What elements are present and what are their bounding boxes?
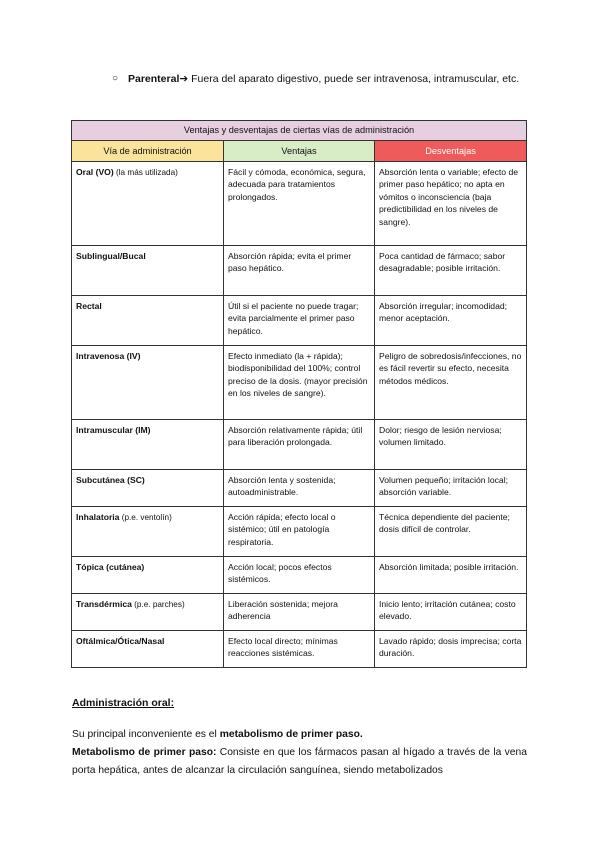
desventajas-cell: Absorción limitada; posible irritación.: [375, 557, 527, 594]
header-desventajas: Desventajas: [375, 141, 527, 162]
via-cell: [72, 557, 224, 594]
desventajas-cell: Peligro de sobredosis/infecciones, no es fácil revertir su efecto, necesita métodos médicos.: [375, 346, 527, 420]
via-cell: [72, 594, 224, 631]
via-cell: [72, 631, 224, 668]
via-name: Oftálmica/Ótica/Nasal: [76, 636, 165, 646]
line1-bold: metabolismo de primer paso.: [219, 729, 363, 740]
ventajas-cell: Absorción rápida; evita el primer paso hepático.: [224, 246, 375, 296]
via-name: Inhalatoria: [76, 512, 120, 522]
table-row: [72, 507, 527, 557]
via-name: Rectal: [76, 301, 102, 311]
administration-routes-table: [71, 120, 527, 668]
desventajas-cell: Técnica dependiente del paciente; dosis difícil de controlar.: [375, 507, 527, 557]
section-heading: Administración oral:: [72, 697, 175, 709]
table-row: [72, 470, 527, 507]
table-title: Ventajas y desventajas de ciertas vías de administración: [72, 121, 527, 141]
table-row: [72, 296, 527, 346]
definition-term: Metabolismo de primer paso:: [72, 747, 217, 758]
ventajas-cell: Absorción lenta y sostenida; autoadministrable.: [224, 470, 375, 507]
table-row: [72, 162, 527, 246]
bullet-parenteral: [112, 70, 528, 88]
ventajas-cell: Acción local; pocos efectos sistémicos.: [224, 557, 375, 594]
via-name: Intravenosa (IV): [76, 351, 141, 361]
via-cell: [72, 420, 224, 470]
definition-text: Consiste en que los fármacos pasan al hígado a través de la vena porta hepática, antes de alcanzar la circulación sanguínea, siendo metabolizados: [72, 747, 527, 776]
via-cell: [72, 296, 224, 346]
desventajas-cell: Poca cantidad de fármaco; sabor desagradable; posible irritación.: [375, 246, 527, 296]
via-cell: [72, 470, 224, 507]
ventajas-cell: Absorción relativamente rápida; útil para liberación prolongada.: [224, 420, 375, 470]
table-row: [72, 594, 527, 631]
desventajas-cell: Absorción lenta o variable; efecto de primer paso hepático; no apta en vómitos o inconsciencia (baja predictibilidad en los niveles de sangre).: [375, 162, 527, 246]
desventajas-cell: Dolor; riesgo de lesión nerviosa; volumen limitado.: [375, 420, 527, 470]
header-ventajas: Ventajas: [224, 141, 375, 162]
via-note: (p.e. ventolín): [119, 513, 172, 522]
table-row: [72, 346, 527, 420]
ventajas-cell: Fácil y cómoda, económica, segura, adecuada para tratamientos prolongados.: [224, 162, 375, 246]
ventajas-cell: Efecto local directo; mínimas reacciones sistémicas.: [224, 631, 375, 668]
section-paragraph: [72, 726, 527, 780]
bullet-text: Fuera del aparato digestivo, puede ser intravenosa, intramuscular, etc.: [188, 73, 520, 85]
table-row: [72, 557, 527, 594]
via-note: (la más utilizada): [113, 168, 178, 177]
via-note: (p.e. parches): [131, 600, 185, 609]
desventajas-cell: Absorción irregular; incomodidad; menor aceptación.: [375, 296, 527, 346]
desventajas-cell: Lavado rápido; dosis imprecisa; corta duración.: [375, 631, 527, 668]
via-name: Transdérmica: [76, 599, 132, 609]
table-row: [72, 246, 527, 296]
header-via: Vía de administración: [72, 141, 224, 162]
via-name: Sublingual/Bucal: [76, 251, 146, 261]
ventajas-cell: Útil si el paciente no puede tragar; evita parcialmente el primer paso hepático.: [224, 296, 375, 346]
line1-text: Su principal inconveniente es el: [72, 729, 220, 740]
section-definition: [72, 744, 527, 780]
bullet-term: Parenteral: [128, 73, 180, 85]
via-cell: [72, 162, 224, 246]
via-name: Intramuscular (IM): [76, 425, 151, 435]
ventajas-cell: Efecto inmediato (la + rápida); biodisponibilidad del 100%; control preciso de la dosis. (mayor precisión en los niveles de sangre).: [224, 346, 375, 420]
table-row: [72, 420, 527, 470]
via-cell: [72, 507, 224, 557]
via-name: Tópica (cutánea): [76, 562, 145, 572]
section-line1: [72, 726, 527, 744]
via-name: Oral (VO): [76, 167, 114, 177]
ventajas-cell: Acción rápida; efecto local o sistémico; útil en patología respiratoria.: [224, 507, 375, 557]
table-row: [72, 631, 527, 668]
ventajas-cell: Liberación sostenida; mejora adherencia: [224, 594, 375, 631]
arrow-icon: ➔: [179, 73, 189, 85]
desventajas-cell: Inicio lento; irritación cutánea; costo elevado.: [375, 594, 527, 631]
via-name: Subcutánea (SC): [76, 475, 145, 485]
desventajas-cell: Volumen pequeño; irritación local; absorción variable.: [375, 470, 527, 507]
bullet-circle-icon: ○: [112, 73, 119, 84]
via-cell: [72, 246, 224, 296]
via-cell: [72, 346, 224, 420]
